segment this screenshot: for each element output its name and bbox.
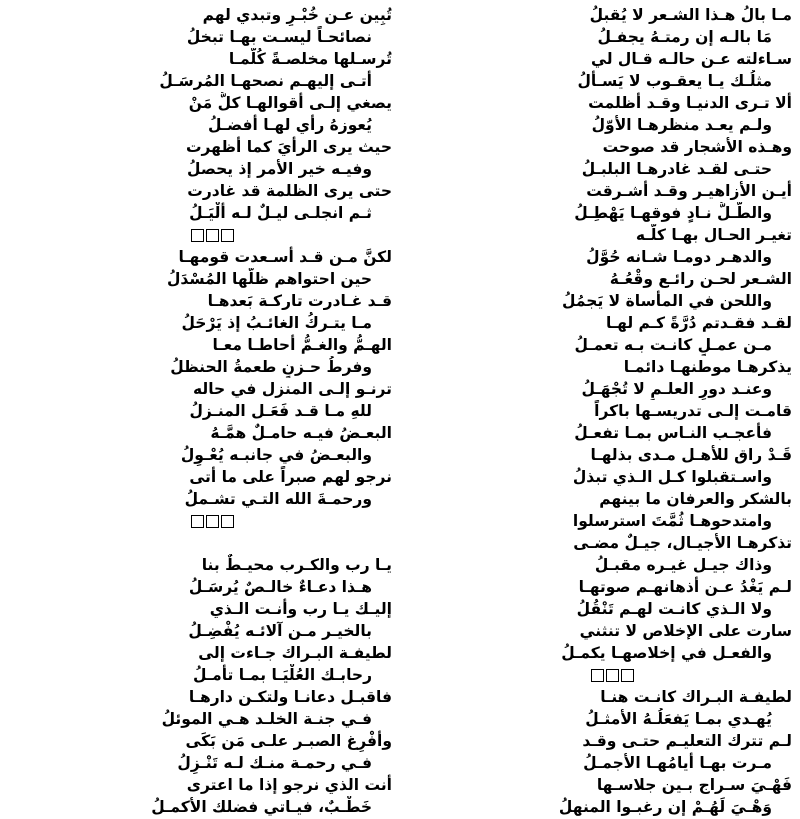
verse-first-hemistich: يصغي إلـى أقوالهـا كلُّ مَنْ (188, 94, 392, 112)
verse-first-hemistich: لكنَّ مـن قـد أسـعدت قومهـا (178, 248, 392, 266)
verse-first-hemistich: سارت على الإخلاص لا تنثني (579, 622, 792, 640)
verse-second-hemistich: مـن عمـلٍ كانـت بـه تعمـلُ (574, 336, 772, 354)
verse-first-hemistich: قـد غـادرت تاركـة بَعدهـا (207, 292, 392, 310)
poem-column-right (402, 4, 794, 818)
verse-first-hemistich: لـم يَغْدُ عـن أذهانهـم صوتهـا (578, 578, 792, 596)
verse-first-hemistich: مـا بالُ هـذا الشـعر لا يُقبلُ (589, 6, 792, 24)
verse-second-hemistich: خَطْـبٌ، فيـاتي فضلك الأكمـلُ (151, 798, 372, 816)
verse-first-hemistich: ترنـو إلـى المنزل في حاله (193, 380, 392, 398)
verse-first-hemistich: وأَفْرِغ الصبـر علـى مَن بَكَى (185, 732, 392, 750)
verse-first-hemistich: لطيفـة البـراك جـاءت إلى (198, 644, 392, 662)
poem-column-left (2, 4, 394, 818)
separator-box-icon (221, 229, 234, 242)
verse-first-hemistich: حتى يرى الظلمة قد غادرت (187, 182, 392, 200)
separator-box-icon (591, 669, 604, 682)
verse-first-hemistich: وهـذه الأشجار قد صوحت (602, 138, 792, 156)
verse-second-hemistich: والطّـلُّ نـادٍ فوقهـا يَهْطِـلُ (574, 204, 772, 222)
verse-second-hemistich: فـي رحمـة منـك لـه تَنْـزِلُ (177, 754, 372, 772)
verse-first-hemistich: ألا تـرى الدنيـا وقـد أظلمت (588, 94, 792, 112)
verse-second-hemistich: وذاك جيـل غيـره مقبـلُ (594, 556, 772, 574)
verse-first-hemistich: أنت الذي نرجو إذا ما اعترى (186, 776, 392, 794)
verse-second-hemistich: والفعـل في إخلاصهـا يكمـلُ (561, 644, 772, 662)
separator-box-icon (206, 229, 219, 242)
separator-box-icon (191, 515, 204, 528)
verse-second-hemistich: وامتدحوهـا ثُمَّتَ استرسلوا (572, 512, 772, 530)
separator-box-icon (206, 515, 219, 528)
verse-first-hemistich: يذكرهـا موطنهـا دائمـا (623, 358, 792, 376)
verse-first-hemistich: الهـمُّ والغـمُّ أحاطـا معـا (212, 336, 392, 354)
verse-first-hemistich: لـم تترك التعليـم حتـى وقـد (582, 732, 792, 750)
verse-first-hemistich: تغيـر الحـال بهـا كلّـه (635, 226, 792, 244)
verse-first-hemistich: قَـدْ راق للأهـل مـدى بذلهـا (590, 446, 792, 464)
verse-second-hemistich: حتـى لقـد غادرهـا البلبـلُ (581, 160, 772, 178)
verse-first-hemistich: سـاءلته عـن حالـه قـال لي (591, 50, 792, 68)
separator-box-icon (221, 515, 234, 528)
verse-first-hemistich: فاقبـل دعانـا ولتكـن دارهـا (188, 688, 392, 706)
section-separator (2, 510, 394, 532)
verse-second-hemistich: وَهْـيَ لَهُـمْ إن رغبـوا المنهلُ (558, 798, 772, 816)
verse-first-hemistich: تُرسـلها مخلصـةً كُلَّمـا (228, 50, 392, 68)
verse-first-hemistich: فَهْـيَ سـراج بـين جلاسـها (596, 776, 792, 794)
verse-second-hemistich: فـي جنـة الخلـد هـي الموئلُ (161, 710, 372, 728)
verse-second-hemistich: يُهـدي بمـا يَفعَلُـهُ الأمثـلُ (585, 710, 772, 728)
verse-second-hemistich: مثلُـك يـا يعقـوب لا يَسـألُ (577, 72, 772, 90)
verse-second-hemistich: ورحمـةَ الله التـي تشـملُ (184, 490, 372, 508)
verse-first-hemistich: حيث يرى الرأيَ كما أظهرت (185, 138, 392, 156)
section-separator (2, 224, 394, 246)
verse-first-hemistich: لطيفـة البـراك كانـت هنـا (600, 688, 792, 706)
verse-first-hemistich: لقـد فقـدتم دُرَّةً كـم لهـا (605, 314, 792, 332)
verse-first-hemistich: قامـت إلـى تدريسـها باكراً (594, 402, 792, 420)
verse-second-hemistich: للهِ مـا قـد فَعَـل المنـزلُ (189, 402, 372, 420)
verse-second-hemistich: ولا الـذي كانـت لهـم تَنْقُلُ (576, 600, 772, 618)
separator-box-icon (606, 669, 619, 682)
verse-first-hemistich: البعـضُ فيـه حامـلٌ همَّـهُ (210, 424, 392, 442)
blank-line (2, 532, 394, 554)
verse-second-hemistich: نصائحـاً ليسـت بهـا تبخلُ (186, 28, 372, 46)
verse-first-hemistich: نرجو لهم صبراً على ما أتى (189, 468, 392, 486)
verse-first-hemistich: بالشكر والعرفان ما بينهم (599, 490, 792, 508)
verse-second-hemistich: فأعجـب النـاس بمـا تفعـلُ (574, 424, 772, 442)
separator-box-icon (621, 669, 634, 682)
verse-first-hemistich: أيـن الأزاهيـر وقـد أشـرقت (586, 182, 792, 200)
verse-second-hemistich: واللحن في المأساة لا يَجمُلُ (562, 292, 772, 310)
verse-second-hemistich: واسـتقبلوا كـل الـذي تبذلُ (572, 468, 772, 486)
verse-second-hemistich: مَا بالـه إن رمتـهُ يجفـلُ (597, 28, 772, 46)
verse-second-hemistich: حين احتواهم ظلُّها المُسْدَلُ (166, 270, 372, 288)
verse-first-hemistich: الشـعر لحـن رائـع وقْعُـهُ (609, 270, 792, 288)
verse-second-hemistich: يُعوزهُ رأي لهـا أفضـلُ (207, 116, 372, 134)
verse-second-hemistich: هـذا دعـاءٌ خالـصٌ يُرسَـلُ (188, 578, 372, 596)
verse-second-hemistich: ولـم يعـد منظرهـا الأوّلُ (591, 116, 772, 134)
verse-second-hemistich: ثـم انجلـى ليـلٌ لـه ألْيَـلُ (189, 204, 372, 222)
section-separator (402, 664, 794, 686)
verse-second-hemistich: مـا يتـركُ الغائـبُ إذ يَرْحَلُ (181, 314, 372, 332)
verse-first-hemistich: إليـك يـا رب وأنـت الـذي (209, 600, 392, 618)
verse-second-hemistich: والبعـضُ في جانبـه يُعْـوِلُ (180, 446, 372, 464)
verse-second-hemistich: بالخيـر مـن آلائـه يُفْضِـلُ (188, 622, 372, 640)
verse-first-hemistich: يـا رب والكـرب محيـطٌ بنا (201, 556, 392, 574)
verse-second-hemistich: مـرت بهـا أيامُهـا الأجمـلُ (583, 754, 772, 772)
verse-second-hemistich: وعنـد دورِ العلـمِ لا تُجْهَـلُ (581, 380, 772, 398)
verse-first-hemistich: تذكرهـا الأجيـال، جيـلٌ مضـى (573, 534, 792, 552)
verse-second-hemistich: رحابـك العُلْيَـا بمـا تأمـلُ (192, 666, 372, 684)
verse-second-hemistich: أتـى إليهـم نصحهـا المُرسَـلُ (159, 72, 372, 90)
separator-box-icon (191, 229, 204, 242)
verse-second-hemistich: والدهـر دومـا شـانه حُوَّلُ (586, 248, 772, 266)
verse-second-hemistich: وفرطُ حـزنٍ طعمةُ الحنظلُ (170, 358, 372, 376)
verse-second-hemistich: وفيـه خير الأمر إذ يحصلُ (187, 160, 372, 178)
verse-first-hemistich: تُبِين عـن خُبْـرٍ وتبدي لهم (202, 6, 392, 24)
